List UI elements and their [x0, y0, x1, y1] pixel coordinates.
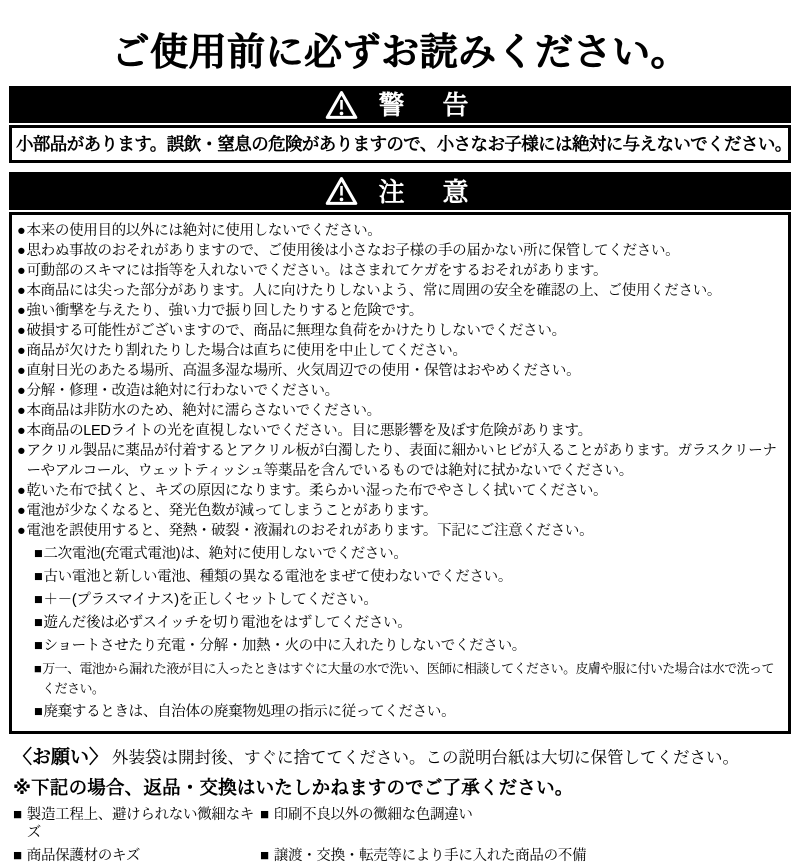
bullet-marker: ●	[17, 323, 26, 339]
bullet-marker: ■	[34, 638, 43, 654]
caution-list-item	[17, 544, 782, 564]
caution-list-item	[17, 441, 782, 481]
caution-item-text: 本商品のLEDライトの光を直視しないでください。目に悪影響を及ぼす危険があります。	[26, 423, 592, 439]
caution-list-item	[17, 361, 782, 381]
caution-list-item	[17, 241, 782, 261]
exclusion-note-text: 商品保護材のキズ	[26, 848, 141, 864]
caution-item-text: 直射日光のあたる場所、高温多湿な場所、火気周辺での使用・保管はおやめください。	[26, 363, 581, 379]
caution-list-item	[17, 567, 782, 587]
warning-triangle-icon	[325, 90, 358, 120]
exclusion-note-text: 製造工程上、避けられない微細なキズ	[26, 807, 254, 841]
bullet-marker: ■	[34, 592, 43, 608]
square-marker: ■	[13, 847, 22, 864]
caution-list-item	[17, 421, 782, 441]
bullet-marker: ■	[34, 546, 43, 562]
caution-list-item	[17, 321, 782, 341]
warning-body-text: 小部品があります。誤飲・窒息の危険がありますので、小さなお子様には絶対に与えないでください。	[9, 125, 791, 163]
bullet-marker: ■	[34, 569, 43, 585]
exclusion-note-item	[260, 847, 787, 865]
caution-list	[9, 212, 791, 734]
caution-list-item	[17, 521, 782, 541]
request-line	[13, 746, 787, 770]
bullet-marker: ●	[17, 383, 26, 399]
caution-list-item	[17, 613, 782, 633]
bullet-marker: ■	[34, 661, 42, 676]
bullet-marker: ●	[17, 243, 26, 259]
caution-item-text: ＋－(プラスマイナス)を正しくセットしてください。	[43, 592, 378, 608]
exclusion-note-item	[260, 806, 787, 842]
caution-list-item	[17, 659, 782, 699]
caution-item-text: 思わぬ事故のおそれがありますので、ご使用後は小さなお子様の手の届かない所に保管してください。	[26, 243, 680, 259]
bullet-marker: ●	[17, 223, 26, 239]
caution-item-text: ショートさせたり充電・分解・加熱・火の中に入れたりしないでください。	[43, 638, 526, 654]
caution-item-text: 廃棄するときは、自治体の廃棄物処理の指示に従ってください。	[43, 704, 456, 720]
caution-list-item	[17, 261, 782, 281]
bullet-marker: ●	[17, 283, 26, 299]
caution-item-text: 乾いた布で拭くと、キズの原因になります。柔らかい湿った布でやさしく拭いてください。	[26, 483, 608, 499]
caution-list-item	[17, 341, 782, 361]
warning-triangle-icon	[325, 176, 358, 206]
exclusion-notes-list	[13, 806, 787, 865]
caution-list-item	[17, 501, 782, 521]
square-marker: ■	[260, 847, 269, 864]
caution-list-item	[17, 636, 782, 656]
bullet-marker: ●	[17, 523, 26, 539]
caution-item-text: 分解・修理・改造は絶対に行わないでください。	[26, 383, 339, 399]
bullet-marker: ●	[17, 423, 26, 439]
caution-item-text: 本商品は非防水のため、絶対に濡らさないでください。	[26, 403, 381, 419]
caution-item-text: 二次電池(充電式電池)は、絶対に使用しないでください。	[43, 546, 408, 562]
caution-list-item	[17, 221, 782, 241]
footer-notes-section	[9, 746, 791, 865]
warning-section	[9, 86, 791, 163]
bullet-marker: ●	[17, 403, 26, 419]
caution-item-text: 古い電池と新しい電池、種類の異なる電池をまぜて使わないでください。	[43, 569, 513, 585]
exclusion-note-text: 印刷不良以外の微細な色調違い	[273, 807, 473, 823]
bullet-marker: ■	[34, 704, 43, 720]
caution-item-text: 電池が少なくなると、発光色数が減ってしまうことがあります。	[26, 503, 438, 519]
caution-list-item	[17, 590, 782, 610]
exclusion-note-item	[13, 847, 260, 865]
caution-list-item	[17, 702, 782, 722]
caution-item-text: 破損する可能性がございますので、商品に無理な負荷をかけたりしないでください。	[26, 323, 566, 339]
bullet-marker: ■	[34, 615, 43, 631]
bullet-marker: ●	[17, 263, 26, 279]
square-marker: ■	[260, 806, 269, 823]
bullet-marker: ●	[17, 363, 26, 379]
square-marker: ■	[13, 806, 22, 823]
bullet-marker: ●	[17, 343, 26, 359]
caution-list-item	[17, 301, 782, 321]
page-title: ご使用前に必ずお読みください。	[111, 32, 689, 74]
warning-header-bar	[9, 86, 791, 123]
caution-item-text: 遊んだ後は必ずスイッチを切り電池をはずしてください。	[43, 615, 412, 631]
caution-item-text: 可動部のスキマには指等を入れないでください。はさまれてケガをするおそれがあります。	[26, 263, 608, 279]
warning-header-label: 警 告	[378, 90, 475, 120]
request-label: 〈お願い〉	[13, 747, 109, 768]
caution-item-text: 本商品には尖った部分があります。人に向けたりしないよう、常に周囲の安全を確認の上、ご使用ください。	[26, 283, 722, 299]
exclusion-note-item	[13, 806, 260, 842]
caution-item-text: アクリル製品に薬品が付着するとアクリル板が白濁したり、表面に細かいヒビが入ることがあります。ガラスクリーナーやアルコール、ウェットティッシュ等薬品を含んでいるものでは絶対に拭かないでください。	[26, 443, 777, 479]
bullet-marker: ●	[17, 443, 26, 459]
caution-header-bar	[9, 172, 791, 210]
caution-section	[9, 172, 791, 734]
bullet-marker: ●	[17, 503, 26, 519]
caution-item-text: 商品が欠けたり割れたりした場合は直ちに使用を中止してください。	[26, 343, 467, 359]
caution-item-text: 電池を誤使用すると、発熱・破裂・液漏れのおそれがあります。下記にご注意ください。	[26, 523, 594, 539]
request-text: 外装袋は開封後、すぐに捨ててください。この説明台紙は大切に保管してください。	[112, 749, 740, 767]
caution-item-text: 強い衝撃を与えたり、強い力で振り回したりすると危険です。	[26, 303, 423, 319]
caution-list-item	[17, 401, 782, 421]
bullet-marker: ●	[17, 303, 26, 319]
return-policy-notice: ※下記の場合、返品・交換はいたしかねますのでご了承ください。	[13, 777, 574, 798]
caution-item-text: 本来の使用目的以外には絶対に使用しないでください。	[26, 223, 382, 239]
bullet-marker: ●	[17, 483, 26, 499]
caution-item-text: 万一、電池から漏れた液が目に入ったときはすぐに大量の水で洗い、医師に相談してください。皮膚や服に付いた場合は水で洗ってください。	[42, 661, 774, 696]
caution-header-label: 注 意	[378, 176, 475, 207]
caution-list-item	[17, 481, 782, 501]
caution-list-item	[17, 281, 782, 301]
exclusion-note-text: 譲渡・交換・転売等により手に入れた商品の不備	[273, 848, 587, 864]
caution-list-item	[17, 381, 782, 401]
